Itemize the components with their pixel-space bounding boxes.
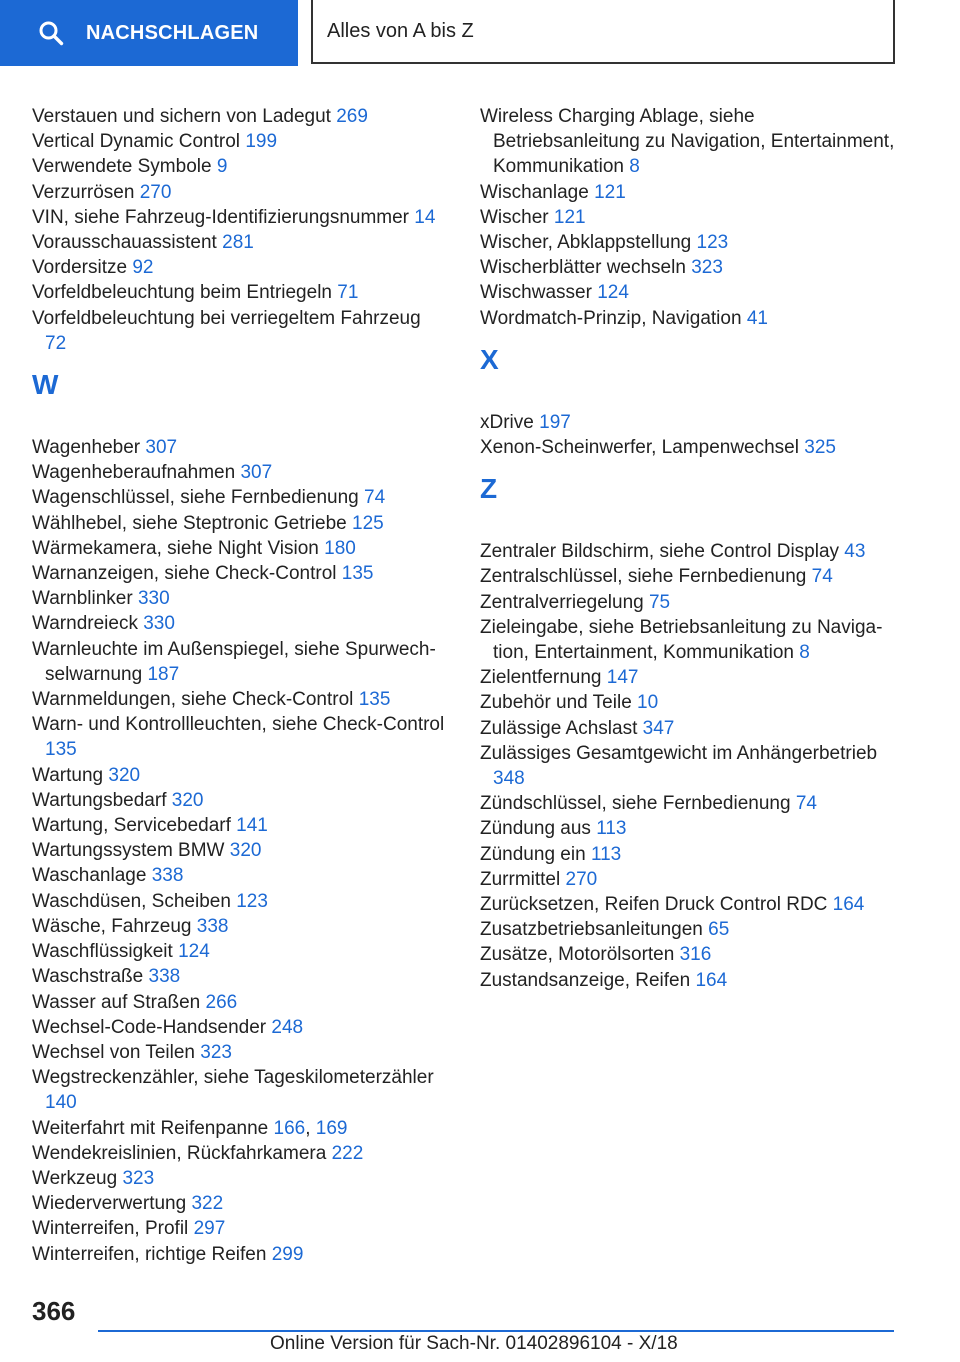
index-entry-text: Vorfeldbeleuchtung beim Entriegeln bbox=[32, 282, 332, 304]
index-entry-text: xDrive bbox=[480, 411, 534, 433]
page-link[interactable]: 347 bbox=[642, 717, 675, 739]
index-entry-text: Wasser auf Straßen bbox=[32, 991, 201, 1013]
index-entry-text: Wählhebel, siehe Steptronic Getriebe bbox=[32, 512, 347, 534]
index-entry bbox=[32, 1065, 447, 1115]
index-entry bbox=[480, 435, 905, 460]
index-entry bbox=[32, 939, 447, 964]
page-link[interactable]: 124 bbox=[597, 282, 629, 304]
index-entry-text: Vordersitze bbox=[32, 257, 128, 279]
index-entry bbox=[32, 611, 447, 636]
page-link[interactable]: 123 bbox=[696, 232, 729, 254]
index-entry bbox=[32, 129, 447, 154]
index-entry bbox=[32, 485, 447, 510]
index-entry bbox=[480, 942, 905, 967]
index-entry-text: Vorfeldbeleuchtung bei verriegeltem Fahrzeug bbox=[32, 307, 421, 329]
index-entry bbox=[32, 1216, 447, 1241]
index-entry bbox=[480, 741, 905, 791]
index-entry bbox=[480, 665, 905, 690]
index-entry-text: Wartung bbox=[32, 764, 104, 786]
index-entry bbox=[480, 917, 905, 942]
index-entry-text: Zielentfernung bbox=[480, 667, 602, 689]
page-link[interactable]: 187 bbox=[147, 663, 180, 685]
index-entry bbox=[480, 968, 905, 993]
index-entry bbox=[32, 889, 447, 914]
index-entry-text: Waschanlage bbox=[32, 865, 147, 887]
page-link[interactable]: 141 bbox=[236, 815, 268, 837]
index-entry-text: Warnblinker bbox=[32, 588, 133, 610]
page-link[interactable]: 8 bbox=[629, 156, 640, 178]
index-entry bbox=[32, 154, 447, 179]
index-entry bbox=[480, 690, 905, 715]
index-entry-text: Waschdüsen, Scheiben bbox=[32, 890, 231, 912]
page-link[interactable]: 147 bbox=[606, 667, 639, 689]
page-link[interactable]: 323 bbox=[122, 1167, 155, 1189]
index-entry bbox=[32, 914, 447, 939]
index-entry bbox=[480, 230, 905, 255]
page-link[interactable]: 322 bbox=[191, 1193, 224, 1215]
page-link[interactable]: 8 bbox=[799, 642, 810, 664]
page-link[interactable]: 248 bbox=[271, 1016, 304, 1038]
page-link[interactable]: 41 bbox=[746, 307, 768, 329]
index-entry bbox=[32, 1242, 447, 1267]
page-link[interactable]: 330 bbox=[137, 588, 170, 610]
index-entry bbox=[480, 306, 905, 331]
page-link[interactable]: 140 bbox=[45, 1092, 77, 1114]
page-link[interactable]: 43 bbox=[844, 541, 866, 563]
page-link[interactable]: 74 bbox=[795, 793, 817, 815]
index-entry-text: Wartungsbedarf bbox=[32, 789, 167, 811]
index-entry bbox=[32, 460, 447, 485]
index-entry-text: Waschflüssigkeit bbox=[32, 941, 173, 963]
index-entry bbox=[32, 536, 447, 561]
page-link[interactable]: 299 bbox=[271, 1243, 304, 1265]
index-entry-text: Warnanzeigen, siehe Check-Control bbox=[32, 563, 337, 585]
index-entry bbox=[480, 615, 905, 665]
page-link[interactable]: 123 bbox=[236, 890, 268, 912]
index-entry bbox=[32, 964, 447, 989]
footer-divider bbox=[98, 1330, 894, 1332]
page-link[interactable]: 113 bbox=[596, 818, 627, 840]
index-entry-text: Zusatzbetriebsanleitungen bbox=[480, 919, 703, 941]
index-entry bbox=[32, 1166, 447, 1191]
index-entry-text: Wärmekamera, siehe Night Vision bbox=[32, 537, 319, 559]
index-entry bbox=[32, 205, 447, 230]
page-link[interactable]: 281 bbox=[222, 232, 254, 254]
index-entry bbox=[480, 255, 905, 280]
page-link[interactable]: 135 bbox=[45, 739, 77, 761]
index-entry bbox=[32, 511, 447, 536]
index-entry bbox=[480, 564, 905, 589]
page-link[interactable]: 71 bbox=[337, 282, 359, 304]
index-entry-text: Zurrmittel bbox=[480, 868, 561, 890]
page-link[interactable]: 222 bbox=[331, 1142, 364, 1164]
index-entry-text: Winterreifen, Profil bbox=[32, 1218, 189, 1240]
index-entry bbox=[32, 990, 447, 1015]
index-entry bbox=[32, 712, 447, 762]
index-entry bbox=[480, 716, 905, 741]
index-entry-text: Wechsel von Teilen bbox=[32, 1041, 196, 1063]
page-link[interactable]: 325 bbox=[804, 437, 836, 459]
index-entry-text: Zentralschlüssel, siehe Fernbedienung bbox=[480, 566, 807, 588]
nachschlagen-label: NACHSCHLAGEN bbox=[86, 21, 259, 44]
index-entry-text: Warnmeldungen, siehe Check-Control bbox=[32, 689, 354, 711]
index-entry bbox=[480, 410, 905, 435]
index-entry-text: Wagenheberaufnahmen bbox=[32, 462, 236, 484]
page-link[interactable]: 338 bbox=[196, 915, 229, 937]
index-entry-text: Zurücksetzen, Reifen Druck Control RDC bbox=[480, 894, 828, 916]
index-entry-text: Wischanlage bbox=[480, 181, 589, 203]
index-entry-text: Zulässige Achslast bbox=[480, 717, 638, 739]
index-entry-text: Wischwasser bbox=[480, 282, 592, 304]
page-link[interactable]: 164 bbox=[832, 894, 865, 916]
page-link[interactable]: 164 bbox=[695, 969, 728, 991]
index-entry bbox=[32, 255, 447, 280]
index-entry-text: Verzurrösen bbox=[32, 181, 135, 203]
page-link[interactable]: 75 bbox=[648, 591, 671, 613]
section-tab[interactable] bbox=[311, 0, 895, 64]
index-entry bbox=[480, 539, 905, 564]
index-entry bbox=[480, 791, 905, 816]
index-entry bbox=[32, 1015, 447, 1040]
page-link[interactable]: 14 bbox=[414, 206, 436, 228]
index-entry bbox=[480, 180, 905, 205]
index-column-right bbox=[480, 104, 905, 993]
index-entry-text: Waschstraße bbox=[32, 966, 144, 988]
page-link[interactable]: 323 bbox=[691, 257, 723, 279]
index-entry-text: Zündung ein bbox=[480, 843, 586, 865]
page-link[interactable]: 199 bbox=[245, 131, 278, 153]
index-entry-text: Warn- und Kontrollleuchten, siehe Check-Control bbox=[32, 714, 445, 736]
index-entry-text: Winterreifen, richtige Reifen bbox=[32, 1243, 267, 1265]
index-entry-text: Zentralverriegelung bbox=[480, 591, 644, 613]
index-entry-text: Wischerblätter wechseln bbox=[480, 257, 686, 279]
page-number: 366 bbox=[32, 1296, 76, 1326]
page-link[interactable]: 270 bbox=[565, 868, 598, 890]
index-entry-text: Wartungssystem BMW bbox=[32, 840, 225, 862]
index-entry-text: Zulässiges Gesamtgewicht im Anhängerbetrieb bbox=[480, 742, 878, 764]
index-entry-text: Wagenheber bbox=[32, 437, 141, 459]
index-entry bbox=[32, 180, 447, 205]
index-entry bbox=[32, 1141, 447, 1166]
page-link[interactable]: 320 bbox=[108, 764, 141, 786]
nachschlagen-tab[interactable] bbox=[0, 0, 298, 66]
index-entry bbox=[32, 788, 447, 813]
index-entry bbox=[480, 104, 905, 180]
index-entry-text: Wagenschlüssel, siehe Fernbedienung bbox=[32, 487, 359, 509]
page-link[interactable]: 338 bbox=[151, 865, 184, 887]
index-entry-text: Wischer, Abklappstellung bbox=[480, 232, 692, 254]
page-link[interactable]: 320 bbox=[229, 840, 262, 862]
page-link[interactable]: 307 bbox=[145, 437, 178, 459]
index-entry bbox=[32, 306, 447, 356]
page-link[interactable]: 135 bbox=[341, 563, 374, 585]
index-entry bbox=[32, 637, 447, 687]
index-entry bbox=[32, 586, 447, 611]
page-link[interactable]: 307 bbox=[240, 462, 273, 484]
page-link[interactable]: 113 bbox=[590, 843, 622, 865]
page-link[interactable]: 270 bbox=[139, 181, 172, 203]
index-entry-text: Zündung aus bbox=[480, 818, 591, 840]
index-entry bbox=[480, 590, 905, 615]
page-link[interactable]: 269 bbox=[336, 106, 368, 127]
index-entry bbox=[480, 892, 905, 917]
index-entry-text: Warndreieck bbox=[32, 613, 138, 635]
index-entry bbox=[480, 867, 905, 892]
index-entry-text: Zieleingabe, siehe Betriebsanleitung zu Navigation, Entertainment, Kommunikation bbox=[480, 616, 883, 664]
page-link[interactable]: 124 bbox=[178, 941, 210, 963]
page-link[interactable]: 338 bbox=[148, 966, 181, 988]
index-entry-text: Verwendete Symbole bbox=[32, 156, 212, 178]
page-link[interactable]: 320 bbox=[171, 789, 204, 811]
page-link[interactable]: 169 bbox=[315, 1117, 348, 1139]
index-entry-text: Wechsel-Code-Handsender bbox=[32, 1016, 267, 1038]
index-entry-text: Xenon-Scheinwerfer, Lampenwechsel bbox=[480, 437, 799, 459]
page-link[interactable]: 9 bbox=[216, 156, 228, 178]
page-separator: , bbox=[305, 1117, 311, 1139]
index-letter-heading: Z bbox=[480, 473, 498, 505]
index-entry-text: VIN, siehe Fahrzeug-Identifizierungsnummer bbox=[32, 206, 410, 228]
index-entry bbox=[32, 813, 447, 838]
index-entry-text: Vorausschauassistent bbox=[32, 232, 217, 254]
index-entry bbox=[32, 763, 447, 788]
index-entry bbox=[480, 816, 905, 841]
index-entry-text: Wiederverwertung bbox=[32, 1193, 187, 1215]
index-entry bbox=[32, 561, 447, 586]
page-link[interactable]: 121 bbox=[553, 206, 586, 228]
index-entry-text: Wireless Charging Ablage, siehe Betriebsanleitung zu Navigation, Entertainment, Kommunikation bbox=[480, 106, 895, 178]
page-link[interactable]: 65 bbox=[708, 919, 730, 941]
index-entry-text: Verstauen und sichern von Ladegut bbox=[32, 106, 331, 127]
page-link[interactable]: 74 bbox=[811, 566, 833, 588]
index-entry-text: Wartung, Servicebedarf bbox=[32, 815, 231, 837]
index-entry bbox=[32, 230, 447, 255]
page-link[interactable]: 125 bbox=[352, 512, 384, 534]
section-label: Alles von A bis Z bbox=[327, 19, 474, 42]
index-entry bbox=[32, 104, 447, 129]
page-link[interactable]: 330 bbox=[143, 613, 175, 635]
page-link[interactable]: 180 bbox=[324, 537, 356, 559]
index-entry bbox=[32, 838, 447, 863]
index-entry bbox=[480, 280, 905, 305]
page-header bbox=[0, 0, 960, 66]
index-entry-text: Zusätze, Motorölsorten bbox=[480, 944, 675, 966]
index-entry bbox=[32, 1191, 447, 1216]
page-link[interactable]: 348 bbox=[493, 768, 525, 790]
page-link[interactable]: 10 bbox=[637, 692, 659, 714]
index-entry-text: Zustandsanzeige, Reifen bbox=[480, 969, 691, 991]
index-letter-heading: W bbox=[32, 369, 59, 401]
page-link[interactable]: 121 bbox=[594, 181, 626, 203]
index-entry-text: Werkzeug bbox=[32, 1167, 118, 1189]
index-letter-heading: X bbox=[480, 343, 499, 375]
index-entry-text: Zubehör und Teile bbox=[480, 692, 632, 714]
index-entry-text: Wendekreislinien, Rückfahrkamera bbox=[32, 1142, 327, 1164]
index-entry-text: Zündschlüssel, siehe Fernbedienung bbox=[480, 793, 791, 815]
index-entry-text: Wäsche, Fahrzeug bbox=[32, 915, 192, 937]
index-column-left bbox=[32, 104, 447, 1267]
index-entry-text: Vertical Dynamic Control bbox=[32, 131, 241, 153]
footer-version-text: Online Version für Sach-Nr. 01402896104 - X/18 bbox=[270, 1333, 678, 1354]
page-link[interactable]: 316 bbox=[679, 944, 712, 966]
index-entry-text: Warnleuchte im Außenspiegel, siehe Spurwechselwarnung bbox=[32, 638, 436, 685]
index-entry bbox=[480, 842, 905, 867]
page-link[interactable]: 266 bbox=[205, 991, 238, 1013]
index-entry-text: Weiterfahrt mit Reifenpanne bbox=[32, 1117, 269, 1139]
page-link[interactable]: 74 bbox=[364, 487, 386, 509]
page-link[interactable]: 135 bbox=[358, 689, 391, 711]
index-entry bbox=[32, 863, 447, 888]
page-link[interactable]: 72 bbox=[45, 332, 67, 354]
page-link[interactable]: 92 bbox=[132, 257, 154, 279]
page-link[interactable]: 323 bbox=[200, 1041, 232, 1063]
search-icon bbox=[38, 20, 64, 46]
index-entry-text: Zentraler Bildschirm, siehe Control Display bbox=[480, 541, 840, 563]
page-link[interactable]: 197 bbox=[539, 411, 571, 433]
index-entry-text: Wischer bbox=[480, 206, 549, 228]
index-entry bbox=[32, 435, 447, 460]
page-link[interactable]: 166 bbox=[273, 1117, 306, 1139]
index-entry bbox=[32, 280, 447, 305]
index-entry bbox=[480, 205, 905, 230]
index-entry-text: Wordmatch-Prinzip, Navigation bbox=[480, 307, 742, 329]
index-entry bbox=[32, 687, 447, 712]
index-entry bbox=[32, 1116, 447, 1141]
page-link[interactable]: 297 bbox=[193, 1218, 226, 1240]
index-entry bbox=[32, 1040, 447, 1065]
index-entry-text: Wegstreckenzähler, siehe Tageskilometerzähler bbox=[32, 1067, 434, 1089]
